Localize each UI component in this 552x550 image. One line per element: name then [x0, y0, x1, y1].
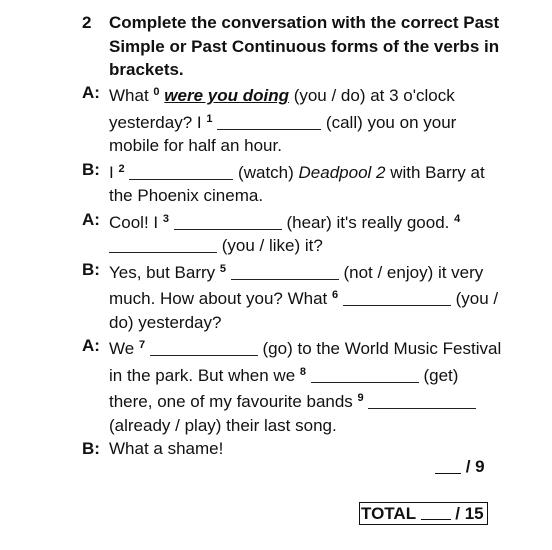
- dialogue-turn-4: [82, 258, 502, 335]
- dialogue: [82, 81, 502, 461]
- dialogue-turn-2: [82, 158, 502, 208]
- answer-blank-1[interactable]: [217, 113, 321, 130]
- turn-text: with Barry at the Phoenix cinema.: [109, 162, 485, 205]
- dialogue-turn-1: [82, 81, 502, 158]
- turn-text: (watch): [233, 162, 299, 182]
- item-number: 2: [118, 162, 125, 175]
- speaker-label: B:: [82, 439, 100, 458]
- total-max: / 15: [455, 504, 484, 523]
- item-number: 4: [454, 212, 461, 225]
- turn-text: (go) to the World Music Festival in the park. But when we: [109, 339, 502, 385]
- dialogue-turn-3: [82, 208, 502, 258]
- answer-blank-8[interactable]: [311, 366, 419, 383]
- film-title: Deadpool 2: [298, 162, 386, 182]
- total-blank[interactable]: [421, 505, 451, 520]
- turn-text: (you / do) at 3 o'clock yesterday? I: [109, 86, 455, 132]
- turn-text: (get) there, one of my favourite bands: [109, 365, 459, 411]
- answer-blank-6[interactable]: [343, 289, 451, 306]
- item-number: 1: [206, 112, 213, 125]
- item-number: 3: [162, 212, 169, 225]
- example-answer: were you doing: [164, 86, 289, 105]
- turn-text: We: [109, 339, 135, 358]
- item-number: 0: [153, 86, 160, 98]
- answer-blank-2[interactable]: [129, 163, 233, 180]
- speaker-label: A:: [82, 209, 100, 229]
- turn-text: (you / like) it?: [217, 236, 323, 255]
- dialogue-turn-5: [82, 334, 502, 437]
- exercise-instruction: Complete the conversation with the correct Past Simple or Past Continuous forms of the verbs in brackets.: [109, 13, 500, 79]
- turn-text: (already / play) their last song.: [109, 415, 337, 435]
- turn-text: (call) you on your mobile for half an hour.: [109, 112, 457, 155]
- turn-text: (not / enjoy) it very much. How about you? What: [109, 262, 484, 308]
- exercise-number: 2: [82, 13, 92, 32]
- answer-blank-9[interactable]: [368, 392, 476, 409]
- speaker-label: A:: [82, 336, 100, 355]
- turn-text: (you / do) yesterday?: [109, 289, 499, 332]
- speaker-label: A:: [82, 83, 100, 102]
- turn-text: Yes, but Barry: [109, 262, 216, 282]
- speaker-label: B:: [82, 159, 100, 179]
- item-number: 5: [219, 262, 227, 275]
- speaker-label: B:: [82, 259, 100, 279]
- item-number: 7: [138, 339, 146, 351]
- turn-text: What a shame!: [109, 439, 224, 458]
- item-number: 9: [357, 392, 364, 404]
- turn-text: Cool! I: [109, 212, 159, 232]
- score-blank[interactable]: [435, 457, 461, 474]
- item-number: 6: [332, 289, 339, 301]
- total-label: TOTAL: [361, 504, 416, 523]
- turn-text: What: [109, 86, 149, 105]
- answer-blank-3[interactable]: [174, 213, 282, 230]
- score-max: / 9: [465, 457, 485, 476]
- answer-blank-4[interactable]: [109, 236, 217, 253]
- answer-blank-7[interactable]: [150, 339, 258, 356]
- item-number: 8: [299, 365, 307, 378]
- turn-text: (hear) it's really good.: [281, 212, 450, 232]
- exercise-score: [435, 455, 485, 479]
- total-score-box: [359, 502, 488, 525]
- answer-blank-5[interactable]: [231, 263, 339, 280]
- turn-text: I: [109, 162, 114, 182]
